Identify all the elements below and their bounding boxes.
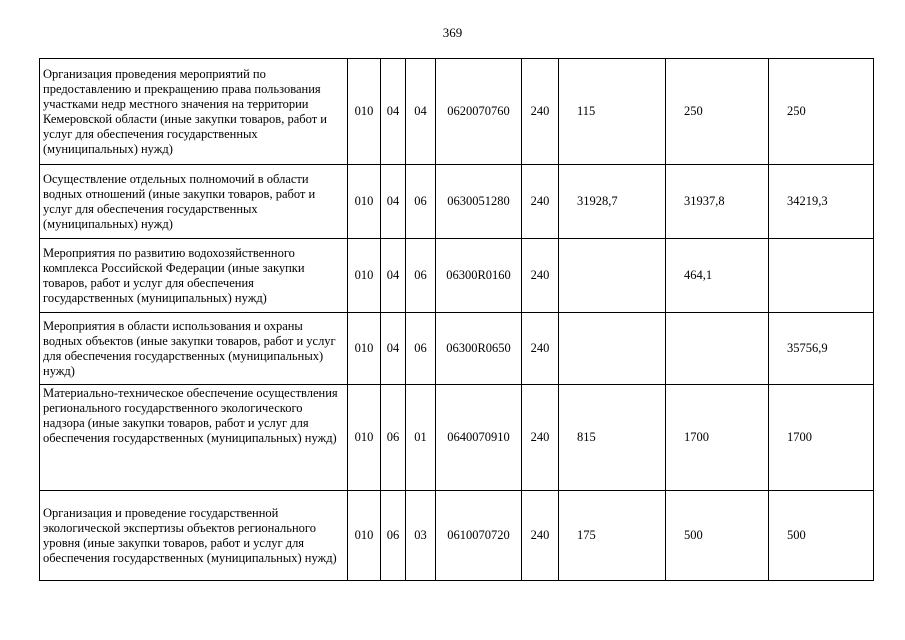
expense-type-code: 240	[522, 59, 559, 165]
expense-type-code: 240	[522, 491, 559, 581]
page-number: 369	[442, 25, 463, 40]
row-description: Организация проведения мероприятий по предоставлению и прекращению права пользования участками недр местного значения на территории Кемеровской области (иные закупки товаров, работ и услуг для обеспечения государственных (муниципальных) нужд)	[40, 59, 348, 165]
subsection-code: 06	[406, 239, 436, 313]
ministry-code: 010	[348, 165, 381, 239]
section-code: 06	[381, 385, 406, 491]
subsection-code: 06	[406, 165, 436, 239]
target-article-code: 06300R0650	[436, 313, 522, 385]
table-row	[40, 59, 874, 165]
sum-year-2	[666, 313, 769, 385]
table-row	[40, 385, 874, 491]
sum-year-3: 35756,9	[769, 313, 874, 385]
section-code: 04	[381, 239, 406, 313]
sum-year-2: 250	[666, 59, 769, 165]
ministry-code: 010	[348, 491, 381, 581]
expense-type-code: 240	[522, 313, 559, 385]
row-description: Организация и проведение государственной экологической экспертизы объектов регионального уровня (иные закупки товаров, работ и услуг для обеспечения государственных (муниципальных) нужд)	[40, 491, 348, 581]
row-description: Мероприятия по развитию водохозяйственного комплекса Российской Федерации (иные закупки товаров, работ и услуг для обеспечения государственных (муниципальных) нужд)	[40, 239, 348, 313]
sum-year-1: 815	[559, 385, 666, 491]
sum-year-2: 1700	[666, 385, 769, 491]
table-row	[40, 239, 874, 313]
section-code: 06	[381, 491, 406, 581]
row-description: Осуществление отдельных полномочий в области водных отношений (иные закупки товаров, работ и услуг для обеспечения государственных (муниципальных) нужд)	[40, 165, 348, 239]
subsection-code: 01	[406, 385, 436, 491]
subsection-code: 04	[406, 59, 436, 165]
table-row	[40, 491, 874, 581]
sum-year-3: 34219,3	[769, 165, 874, 239]
table-row	[40, 313, 874, 385]
target-article-code: 0630051280	[436, 165, 522, 239]
table-row	[40, 165, 874, 239]
sum-year-2: 464,1	[666, 239, 769, 313]
row-description: Мероприятия в области использования и охраны водных объектов (иные закупки товаров, работ и услуг для обеспечения государственных (муниципальных) нужд)	[40, 313, 348, 385]
budget-table	[39, 58, 874, 581]
ministry-code: 010	[348, 313, 381, 385]
sum-year-2: 31937,8	[666, 165, 769, 239]
expense-type-code: 240	[522, 239, 559, 313]
ministry-code: 010	[348, 385, 381, 491]
sum-year-1: 115	[559, 59, 666, 165]
target-article-code: 0610070720	[436, 491, 522, 581]
sum-year-1: 175	[559, 491, 666, 581]
section-code: 04	[381, 313, 406, 385]
sum-year-1	[559, 313, 666, 385]
section-code: 04	[381, 165, 406, 239]
sum-year-3: 1700	[769, 385, 874, 491]
section-code: 04	[381, 59, 406, 165]
ministry-code: 010	[348, 239, 381, 313]
sum-year-1: 31928,7	[559, 165, 666, 239]
sum-year-3: 500	[769, 491, 874, 581]
expense-type-code: 240	[522, 165, 559, 239]
expense-type-code: 240	[522, 385, 559, 491]
sum-year-1	[559, 239, 666, 313]
target-article-code: 0640070910	[436, 385, 522, 491]
sum-year-2: 500	[666, 491, 769, 581]
target-article-code: 06300R0160	[436, 239, 522, 313]
sum-year-3	[769, 239, 874, 313]
target-article-code: 0620070760	[436, 59, 522, 165]
subsection-code: 06	[406, 313, 436, 385]
sum-year-3: 250	[769, 59, 874, 165]
subsection-code: 03	[406, 491, 436, 581]
row-description: Материально-техническое обеспечение осуществления регионального государственного экологического надзора (иные закупки товаров, работ и услуг для обеспечения государственных (муниципальных) нужд)	[40, 385, 348, 491]
ministry-code: 010	[348, 59, 381, 165]
